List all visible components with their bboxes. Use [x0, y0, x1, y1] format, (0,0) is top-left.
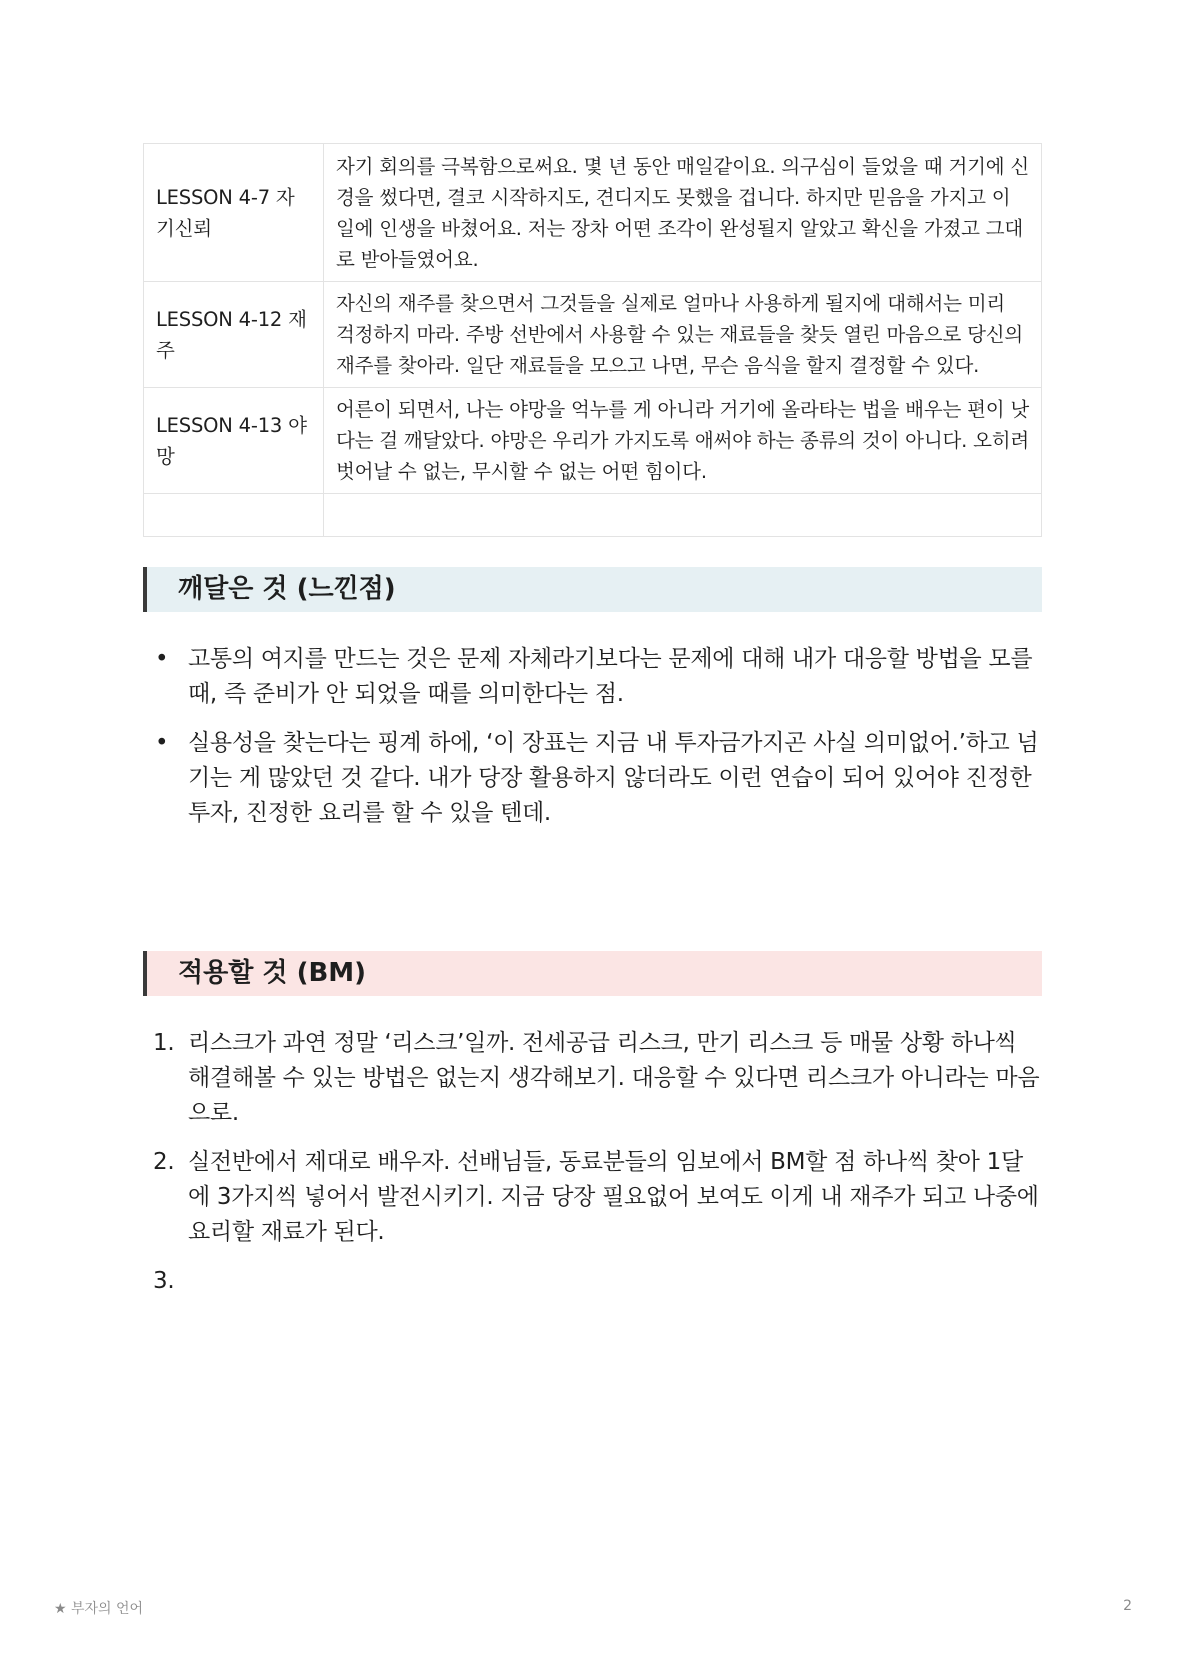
list-item-text: 실용성을 찾는다는 핑계 하에, ‘이 장표는 지금 내 투자금가지곤 사실 의미없어.’하고 넘기는 게 많았던 것 같다. 내가 당장 활용하지 않더라도 이런 연습이 되어 있어야 진정한 투자, 진정한 요리를 할 수 있을 텐데. — [188, 730, 1039, 826]
insights-list — [143, 642, 1042, 845]
list-number: 1. — [153, 1030, 175, 1056]
quote-cell: 자신의 재주를 찾으면서 그것들을 실제로 얼마나 사용하게 될지에 대해서는 미리 걱정하지 마라. 주방 선반에서 사용할 수 있는 재료들을 찾듯 열린 마음으로 당신의 재주를 찾아라. 일단 재료들을 모으고 나면, 무슨 음식을 할지 결정할 수 있다. — [324, 282, 1042, 388]
apply-list — [143, 1026, 1042, 1294]
list-number: 3. — [153, 1268, 175, 1294]
quote-cell: 자기 회의를 극복함으로써요. 몇 년 동안 매일같이요. 의구심이 들었을 때 거기에 신경을 썼다면, 결코 시작하지도, 견디지도 못했을 겁니다. 하지만 믿음을 가지고 이 일에 인생을 바쳤어요. 저는 장차 어떤 조각이 완성될지 알았고 확신을 가졌고 그대로 받아들였어요. — [324, 144, 1042, 282]
page-number: 2 — [1123, 1598, 1132, 1614]
table-row — [144, 282, 1042, 388]
list-item-text: 실전반에서 제대로 배우자. 선배님들, 동료분들의 임보에서 BM할 점 하나씩 찾아 1달에 3가지씩 넣어서 발전시키기. 지금 당장 필요없어 보여도 이게 내 재주가 되고 나중에 요리할 재료가 된다. — [188, 1149, 1039, 1245]
insights-heading: 깨달은 것 (느낀점) — [143, 567, 1042, 612]
lesson-cell — [144, 494, 324, 537]
list-item — [143, 726, 1042, 831]
lesson-cell: LESSON 4-12 재주 — [144, 282, 324, 388]
list-item-text: 고통의 여지를 만드는 것은 문제 자체라기보다는 문제에 대해 내가 대응할 방법을 모를 때, 즉 준비가 안 되었을 때를 의미한다는 점. — [188, 646, 1033, 707]
list-number: 2. — [153, 1149, 175, 1175]
quote-cell: 어른이 되면서, 나는 야망을 억누를 게 아니라 거기에 올라타는 법을 배우는 편이 낫다는 걸 깨달았다. 야망은 우리가 가지도록 애써야 하는 종류의 것이 아니다. 오히려 벗어날 수 없는, 무시할 수 없는 어떤 힘이다. — [324, 388, 1042, 494]
table-row — [144, 144, 1042, 282]
table-row — [144, 494, 1042, 537]
list-item — [143, 1026, 1042, 1131]
lesson-cell: LESSON 4-7 자기신뢰 — [144, 144, 324, 282]
list-item-text: 리스크가 과연 정말 ‘리스크’일까. 전세공급 리스크, 만기 리스크 등 매물 상황 하나씩 해결해볼 수 있는 방법은 없는지 생각해보기. 대응할 수 있다면 리스크가 아니라는 마음으로. — [188, 1030, 1040, 1126]
list-item — [143, 1145, 1042, 1250]
footer-document-title: ★ 부자의 언어 — [54, 1601, 144, 1617]
bullet-icon: • — [155, 730, 169, 756]
lesson-table — [143, 143, 1042, 537]
lesson-cell: LESSON 4-13 야망 — [144, 388, 324, 494]
list-item — [143, 642, 1042, 712]
bullet-icon: • — [155, 646, 169, 672]
apply-heading: 적용할 것 (BM) — [143, 951, 1042, 996]
quote-cell — [324, 494, 1042, 537]
table-row — [144, 388, 1042, 494]
